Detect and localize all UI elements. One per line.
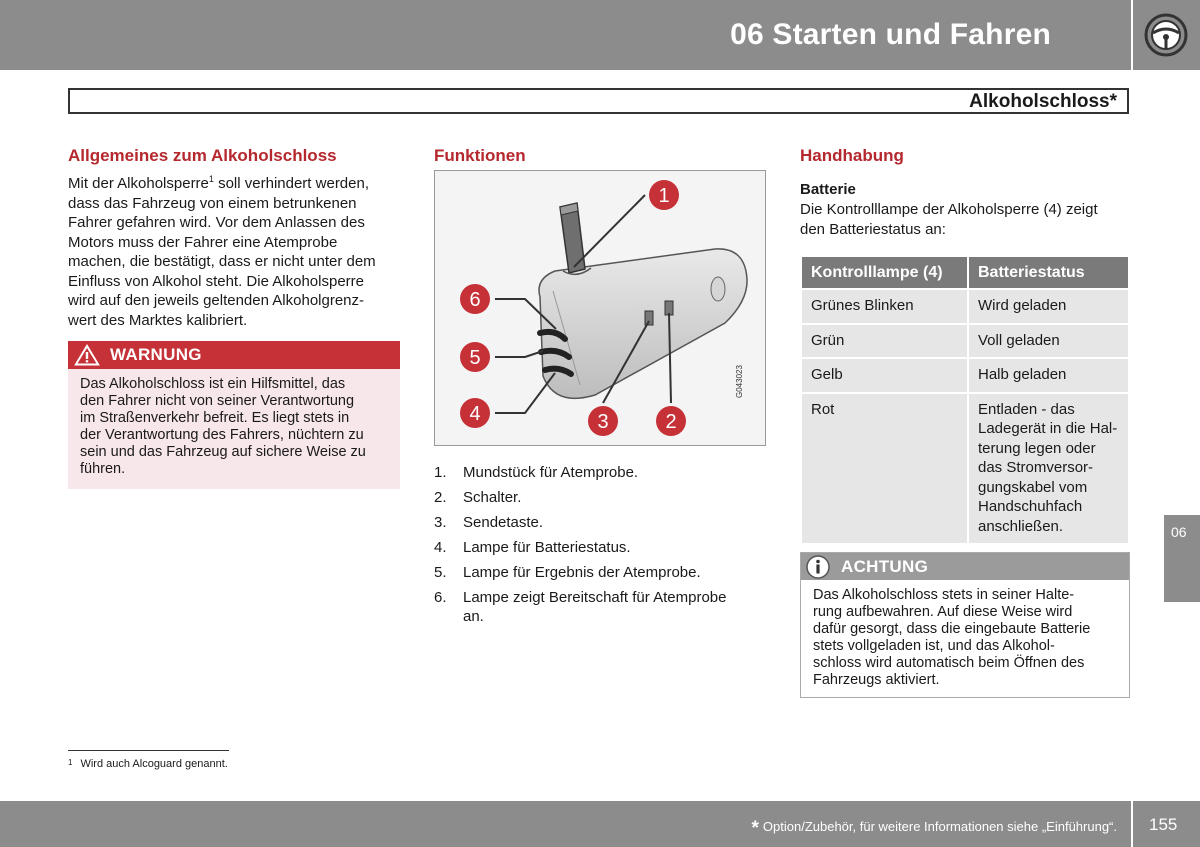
text-line: Mit der Alkoholsperre$^1$ soll verhindert werden, xyxy=(68,174,370,192)
page-number: 155 xyxy=(1149,815,1178,834)
callout-5 xyxy=(460,342,490,372)
text-line: schloss wird automatisch beim Öffnen des xyxy=(813,655,1085,671)
table-header: Kontrolllampe (4) xyxy=(801,256,968,289)
text-line: Einfluss von Alkohol steht. Die Alkoholsperre xyxy=(68,272,364,290)
list-item: 5. Lampe für Ergebnis der Atemprobe. xyxy=(434,564,701,581)
chapter-title: 06 Starten und Fahren xyxy=(730,18,1051,51)
list-item: 6. Lampe zeigt Bereitschaft für Atemprobe an. xyxy=(434,589,727,625)
footer-note: * Option/Zubehör, für weitere Informationen siehe „Einführung“. xyxy=(751,818,1117,839)
col3-intro xyxy=(800,200,1135,239)
achtung-text xyxy=(813,587,1121,689)
table-row xyxy=(801,358,1129,393)
table-cell: Entladen - das Ladegerät in die Hal- terung legen oder das Stromversor- gungskabel vom Handschuhfach anschließen. xyxy=(968,393,1129,545)
text-line: wert des Marktes kalibriert. xyxy=(68,311,248,329)
footnote-ref: 1 xyxy=(208,174,214,184)
callout-1 xyxy=(649,180,679,210)
table-cell: Rot xyxy=(801,393,968,545)
table-cell: Grün xyxy=(801,324,968,359)
page-number-box xyxy=(1133,801,1200,847)
footer-bar xyxy=(0,801,1131,847)
callout-4 xyxy=(460,398,490,428)
text-line: den Batteriestatus an: xyxy=(800,220,946,238)
list-item: 1. Mundstück für Atemprobe. xyxy=(434,464,639,481)
text-line: Das Alkoholschloss ist ein Hilfsmittel, das xyxy=(80,376,346,392)
table-cell: Grünes Blinken xyxy=(801,289,968,324)
callout-2 xyxy=(656,406,686,436)
text-line: Fahrer gefahren wird. Vor dem Anlassen des xyxy=(68,214,365,231)
warning-box xyxy=(68,341,400,489)
achtung-header xyxy=(801,553,1129,580)
text-line: sein und das Fahrzeug auf sichere Weise zu xyxy=(80,444,366,460)
achtung-label: ACHTUNG xyxy=(841,557,929,576)
table-row xyxy=(801,324,1129,359)
svg-text:2: 2 xyxy=(665,411,677,433)
text-line: Fahrzeugs aktiviert. xyxy=(813,672,940,688)
svg-text:6: 6 xyxy=(469,289,481,311)
table-cell: Halb geladen xyxy=(968,358,1129,393)
text-line: Das Alkoholschloss stets in seiner Halte- xyxy=(813,587,1075,603)
text-line: dass das Fahrzeug von einem betrunkenen xyxy=(68,194,357,212)
table-cell: Gelb xyxy=(801,358,968,393)
achtung-box xyxy=(800,552,1130,698)
battery-status-table xyxy=(800,255,1130,545)
list-item: 2. Schalter. xyxy=(434,489,522,506)
text-line: machen, die bestätigt, dass er nicht unter dem xyxy=(68,253,376,270)
list-item: 4. Lampe für Batteriestatus. xyxy=(434,539,631,556)
table-row xyxy=(801,393,1129,545)
table-header: Batteriestatus xyxy=(968,256,1129,289)
section-title: Alkoholschloss* xyxy=(969,91,1117,112)
col3-heading: Handhabung xyxy=(800,146,904,165)
table-row xyxy=(801,289,1129,324)
text-line: den Fahrer nicht von seiner Verantwortung xyxy=(80,393,355,409)
text-line: der Verantwortung des Fahrers, nüchtern zu xyxy=(80,427,364,443)
steering-wheel-icon xyxy=(1144,13,1188,57)
alcolock-figure xyxy=(434,170,766,446)
text-line: Die Kontrolllampe der Alkoholsperre (4) zeigt xyxy=(800,201,1098,218)
list-item: 3. Sendetaste. xyxy=(434,514,544,531)
text-line: Motors muss der Fahrer eine Atemprobe xyxy=(68,233,338,251)
svg-text:3: 3 xyxy=(597,411,609,433)
info-icon xyxy=(805,554,831,580)
figure-code: G043023 xyxy=(735,365,744,398)
col3-subheading: Batterie xyxy=(800,181,856,198)
svg-text:4: 4 xyxy=(469,403,481,425)
svg-text:1: 1 xyxy=(658,185,670,207)
footnote: $^1$ Wird auch Alcoguard genannt. xyxy=(68,758,228,770)
warning-text xyxy=(80,376,392,478)
text-line: stets vollgeladen ist, und das Alkohol- xyxy=(813,638,1055,654)
function-list xyxy=(434,463,764,632)
alcolock-device-illustration xyxy=(435,171,765,445)
col1-heading: Allgemeines zum Alkoholschloss xyxy=(68,146,337,165)
side-tab-label: 06 xyxy=(1171,524,1187,540)
warning-triangle-icon xyxy=(74,344,100,366)
callout-3 xyxy=(588,406,618,436)
svg-text:5: 5 xyxy=(469,347,481,369)
section-title-bar xyxy=(68,88,1129,114)
text-line: dafür gesorgt, dass die eingebaute Batterie xyxy=(813,621,1091,637)
header-bar xyxy=(0,0,1131,70)
footnote-rule xyxy=(68,750,229,751)
text-line: wird auf den jeweils geltenden Alkoholgrenz- xyxy=(68,292,365,309)
table-header-row xyxy=(801,256,1129,289)
text-line: rung aufbewahren. Auf diese Weise wird xyxy=(813,604,1073,620)
chapter-side-tab xyxy=(1164,515,1200,602)
warning-label: WARNUNG xyxy=(110,345,202,364)
warning-header xyxy=(68,341,400,369)
table-cell: Voll geladen xyxy=(968,324,1129,359)
col2-heading: Funktionen xyxy=(434,146,526,165)
text-line: führen. xyxy=(80,461,126,477)
text-line: im Straßenverkehr befreit. Es liegt stets in xyxy=(80,410,350,426)
col1-paragraph xyxy=(68,170,403,330)
header-icon-box xyxy=(1133,0,1200,70)
table-cell: Wird geladen xyxy=(968,289,1129,324)
callout-6 xyxy=(460,284,490,314)
